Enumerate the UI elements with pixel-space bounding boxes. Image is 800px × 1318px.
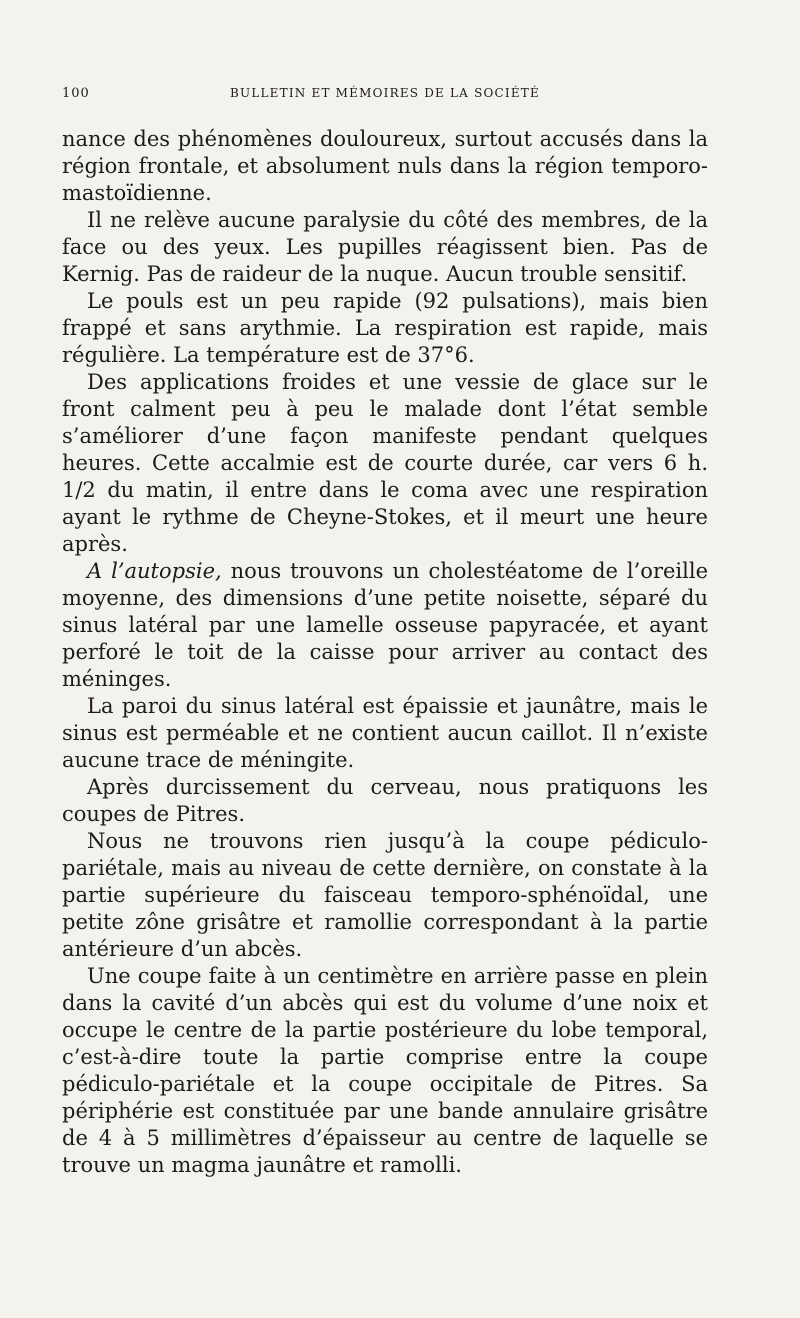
paragraph-2: Il ne relève aucune paralysie du côté des membres, de la face ou des yeux. Les pupilles réagissent bien. Pas de Kernig. Pas de raideur de la nuque. Aucun trouble sensitif.	[62, 208, 708, 286]
paragraph-8: Nous ne trouvons rien jusqu’à la coupe pédiculo-pariétale, mais au niveau de cette dernière, on constate à la partie supérieure du faisceau temporo-sphénoïdal, une petite zône grisâtre et ramollie correspondant à la partie antérieure d’un abcès.	[62, 829, 708, 961]
document-body	[62, 126, 708, 1179]
page-number: 100	[62, 86, 90, 101]
paragraph-1: nance des phénomènes douloureux, surtout accusés dans la région frontale, et absolument nuls dans la région temporo-mastoïdienne.	[62, 127, 708, 205]
page-header	[62, 86, 708, 106]
running-title: BULLETIN ET MÉMOIRES DE LA SOCIÉTÉ	[230, 86, 540, 100]
autopsy-lead-text: A l’autopsie,	[87, 559, 222, 583]
paragraph-6: La paroi du sinus latéral est épaissie et jaunâtre, mais le sinus est perméable et ne contient aucun caillot. Il n’existe aucune trace de méningite.	[62, 694, 708, 772]
paragraph-3: Le pouls est un peu rapide (92 pulsations), mais bien frappé et sans arythmie. La respiration est rapide, mais régulière. La température est de 37°6.	[62, 289, 708, 367]
paragraph-9: Une coupe faite à un centimètre en arrière passe en plein dans la cavité d’un abcès qui est du volume d’une noix et occupe le centre de la partie postérieure du lobe temporal, c’est-à-dire toute la partie comprise entre la coupe pédiculo-pariétale et la coupe occipitale de Pitres. Sa périphérie est constituée par une bande annulaire grisâtre de 4 à 5 millimètres d’épaisseur au centre de laquelle se trouve un magma jaunâtre et ramolli.	[62, 964, 708, 1177]
autopsy-paragraph-text: nous trouvons un cholestéatome de l’oreille moyenne, des dimensions d’une petite noisette, séparé du sinus latéral par une lamelle osseuse papyracée, et ayant perforé le toit de la caisse pour arriver au contact des méninges.	[62, 559, 708, 691]
paragraph-4: Des applications froides et une vessie de glace sur le front calment peu à peu le malade dont l’état semble s’améliorer d’une façon manifeste pendant quelques heures. Cette accalmie est de courte durée, car vers 6 h. 1/2 du matin, il entre dans le coma avec une respiration ayant le rythme de Cheyne-Stokes, et il meurt une heure après.	[62, 370, 708, 556]
paragraph-5	[62, 558, 708, 693]
paragraph-7: Après durcissement du cerveau, nous pratiquons les coupes de Pitres.	[62, 775, 708, 826]
